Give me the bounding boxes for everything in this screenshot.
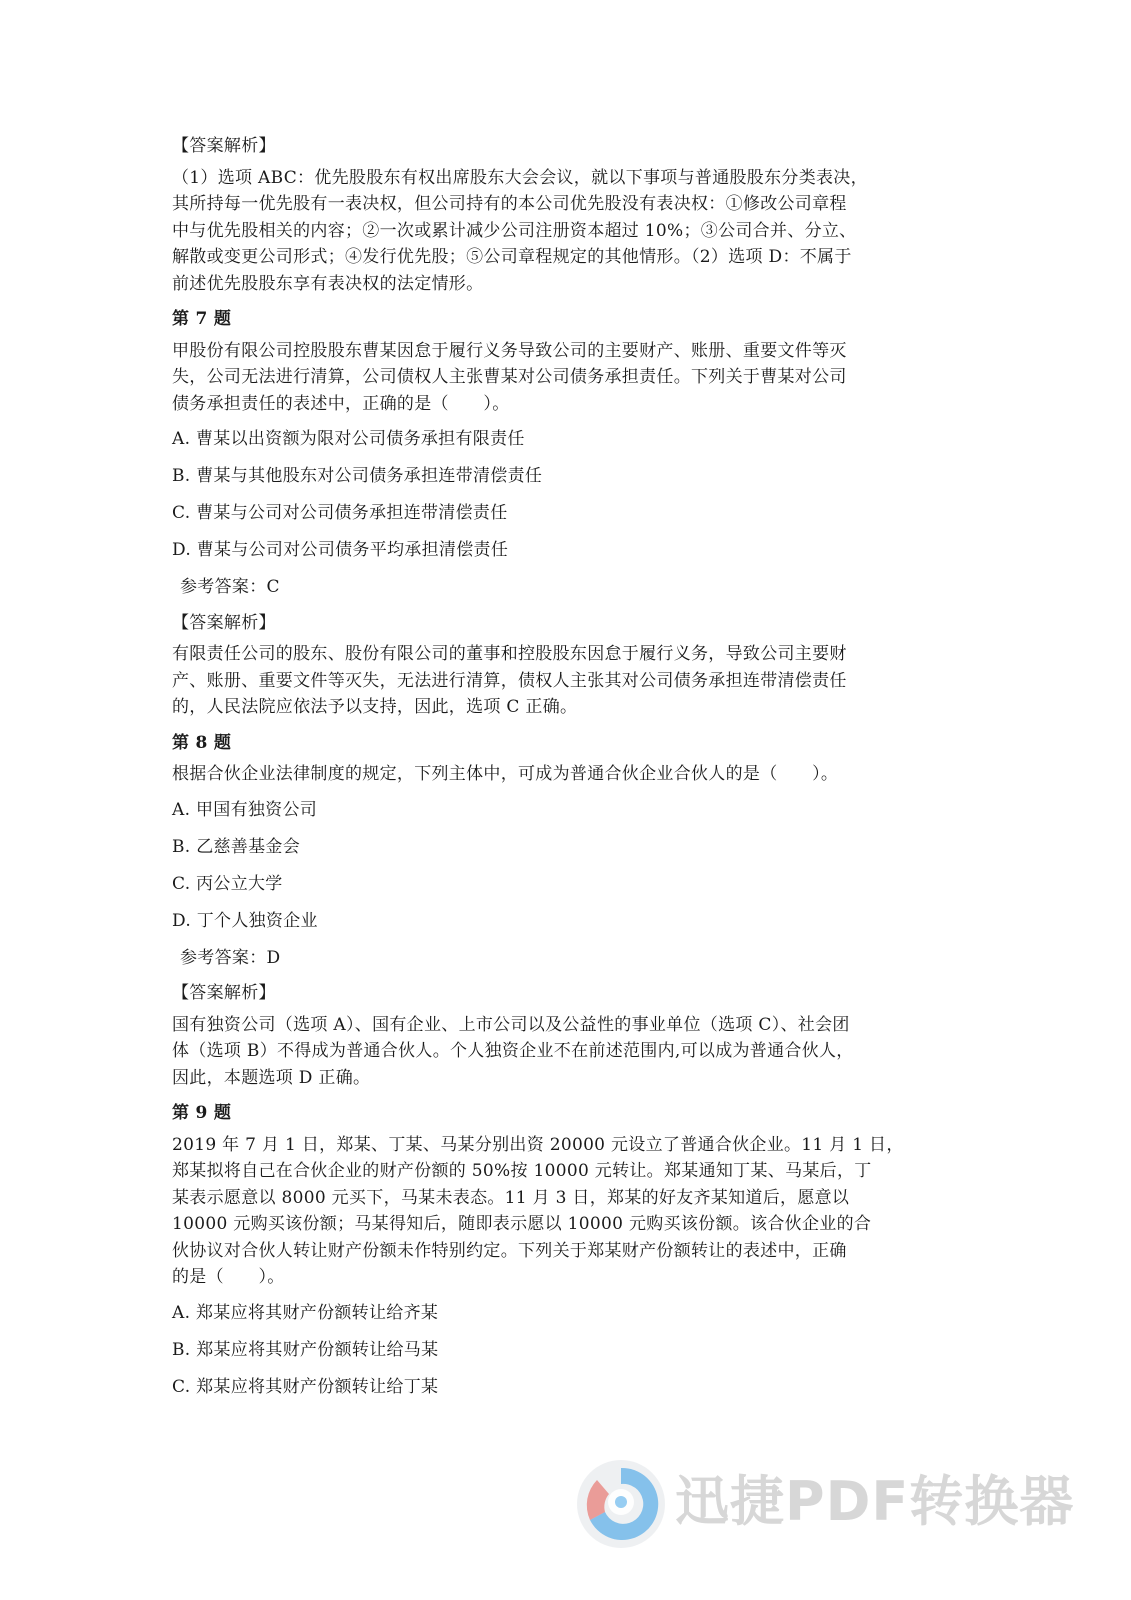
text-line: 10000 元购买该份额；马某得知后，随即表示愿以 10000 元购买该份额。该合伙企业的合: [172, 1214, 872, 1234]
answer-option: [172, 463, 962, 490]
text-line: 失，公司无法进行清算，公司债权人主张曹某对公司债务承担责任。下列关于曹某对公司: [172, 367, 847, 387]
text-line: A. 郑某应将其财产份额转让给齐某: [172, 1302, 439, 1323]
text-line: D. 丁个人独资企业: [172, 910, 318, 931]
text-line: 中与优先股相关的内容；②一次或累计减少公司注册资本超过 10%；③公司合并、分立、: [172, 220, 857, 241]
text-line: 因此，本题选项 D 正确。: [172, 1067, 371, 1088]
text-line: 某表示愿意以 8000 元买下，马某未表态。11 月 3 日，郑某的好友齐某知道后，愿意以: [172, 1187, 850, 1208]
paragraph: [172, 338, 962, 418]
text-line: B. 乙慈善基金会: [172, 836, 300, 857]
document-content: [172, 133, 962, 1411]
text-line: 参考答案：C: [180, 577, 280, 597]
text-line: C. 曹某与公司对公司债务承担连带清偿责任: [172, 503, 508, 523]
watermark: [575, 1456, 1095, 1556]
answer-option: [172, 1337, 962, 1364]
text-line: 郑某拟将自己在合伙企业的财产份额的 50%按 10000 元转让。郑某通知丁某、马某后，丁: [172, 1161, 872, 1181]
question-title: [172, 1100, 962, 1127]
text-line: （1）选项 ABC：优先股股东有权出席股东大会会议，就以下事项与普通股股东分类表决，: [172, 167, 868, 188]
text-line: 债务承担责任的表述中，正确的是（ ）。: [172, 393, 510, 414]
paragraph: [172, 641, 962, 721]
xunjie-logo-icon: [575, 1458, 667, 1550]
text-line: B. 郑某应将其财产份额转让给马某: [172, 1339, 439, 1360]
text-line: C. 郑某应将其财产份额转让给丁某: [172, 1376, 439, 1397]
text-line: 第 8 题: [172, 732, 232, 753]
question-title: [172, 306, 962, 333]
paragraph: [172, 165, 962, 298]
watermark-text: 迅捷PDF转换器: [675, 1470, 1075, 1533]
answer-option: [172, 426, 962, 453]
text-line: 第 9 题: [172, 1103, 232, 1123]
answer-option: [172, 834, 962, 861]
section-heading: [172, 610, 962, 637]
text-line: 其所持每一优先股有一表决权，但公司持有的本公司优先股没有表决权：①修改公司章程: [172, 194, 847, 214]
text-line: 体（选项 B）不得成为普通合伙人。个人独资企业不在前述范围内,可以成为普通合伙人，: [172, 1041, 854, 1061]
answer-option: [172, 537, 962, 564]
paragraph: [172, 1132, 962, 1291]
text-line: 有限责任公司的股东、股份有限公司的董事和控股股东因怠于履行义务，导致公司主要财: [172, 644, 847, 664]
text-line: B. 曹某与其他股东对公司债务承担连带清偿责任: [172, 466, 543, 486]
text-line: 【答案解析】: [172, 612, 276, 633]
reference-answer: [180, 574, 962, 601]
text-line: 2019 年 7 月 1 日，郑某、丁某、马某分别出资 20000 元设立了普通合伙企业。11 月 1 日，: [172, 1134, 904, 1155]
text-line: 【答案解析】: [172, 983, 276, 1003]
text-line: 前述优先股股东享有表决权的法定情形。: [172, 273, 484, 294]
answer-option: [172, 1300, 962, 1327]
answer-option: [172, 871, 962, 898]
text-line: C. 丙公立大学: [172, 873, 283, 894]
answer-option: [172, 500, 962, 527]
answer-option: [172, 797, 962, 824]
paragraph: [172, 761, 962, 788]
text-line: 伙协议对合伙人转让财产份额未作特别约定。下列关于郑某财产份额转让的表述中，正确: [172, 1240, 847, 1261]
section-heading: [172, 980, 962, 1007]
paragraph: [172, 1012, 962, 1092]
text-line: 产、账册、重要文件等灭失，无法进行清算，债权人主张其对公司债务承担连带清偿责任: [172, 670, 847, 691]
text-line: 根据合伙企业法律制度的规定，下列主体中，可成为普通合伙企业合伙人的是（ ）。: [172, 764, 839, 784]
answer-option: [172, 908, 962, 935]
text-line: 甲股份有限公司控股股东曹某因怠于履行义务导致公司的主要财产、账册、重要文件等灭: [172, 340, 847, 361]
text-line: A. 甲国有独资公司: [172, 799, 318, 820]
text-line: D. 曹某与公司对公司债务平均承担清偿责任: [172, 540, 509, 560]
text-line: 的，人民法院应依法予以支持，因此，选项 C 正确。: [172, 697, 578, 717]
reference-answer: [180, 945, 962, 972]
text-line: 参考答案：D: [180, 947, 281, 968]
text-line: 国有独资公司（选项 A）、国有企业、上市公司以及公益性的事业单位（选项 C）、社会团: [172, 1014, 850, 1035]
answer-option: [172, 1374, 962, 1401]
text-line: A. 曹某以出资额为限对公司债务承担有限责任: [172, 429, 525, 449]
text-line: 第 7 题: [172, 309, 232, 329]
text-line: 的是（ ）。: [172, 1267, 285, 1287]
section-heading: [172, 133, 962, 160]
text-line: 解散或变更公司形式；④发行优先股；⑤公司章程规定的其他情形。（2）选项 D：不属于: [172, 247, 852, 267]
question-title: [172, 730, 962, 757]
text-line: 【答案解析】: [172, 136, 276, 156]
